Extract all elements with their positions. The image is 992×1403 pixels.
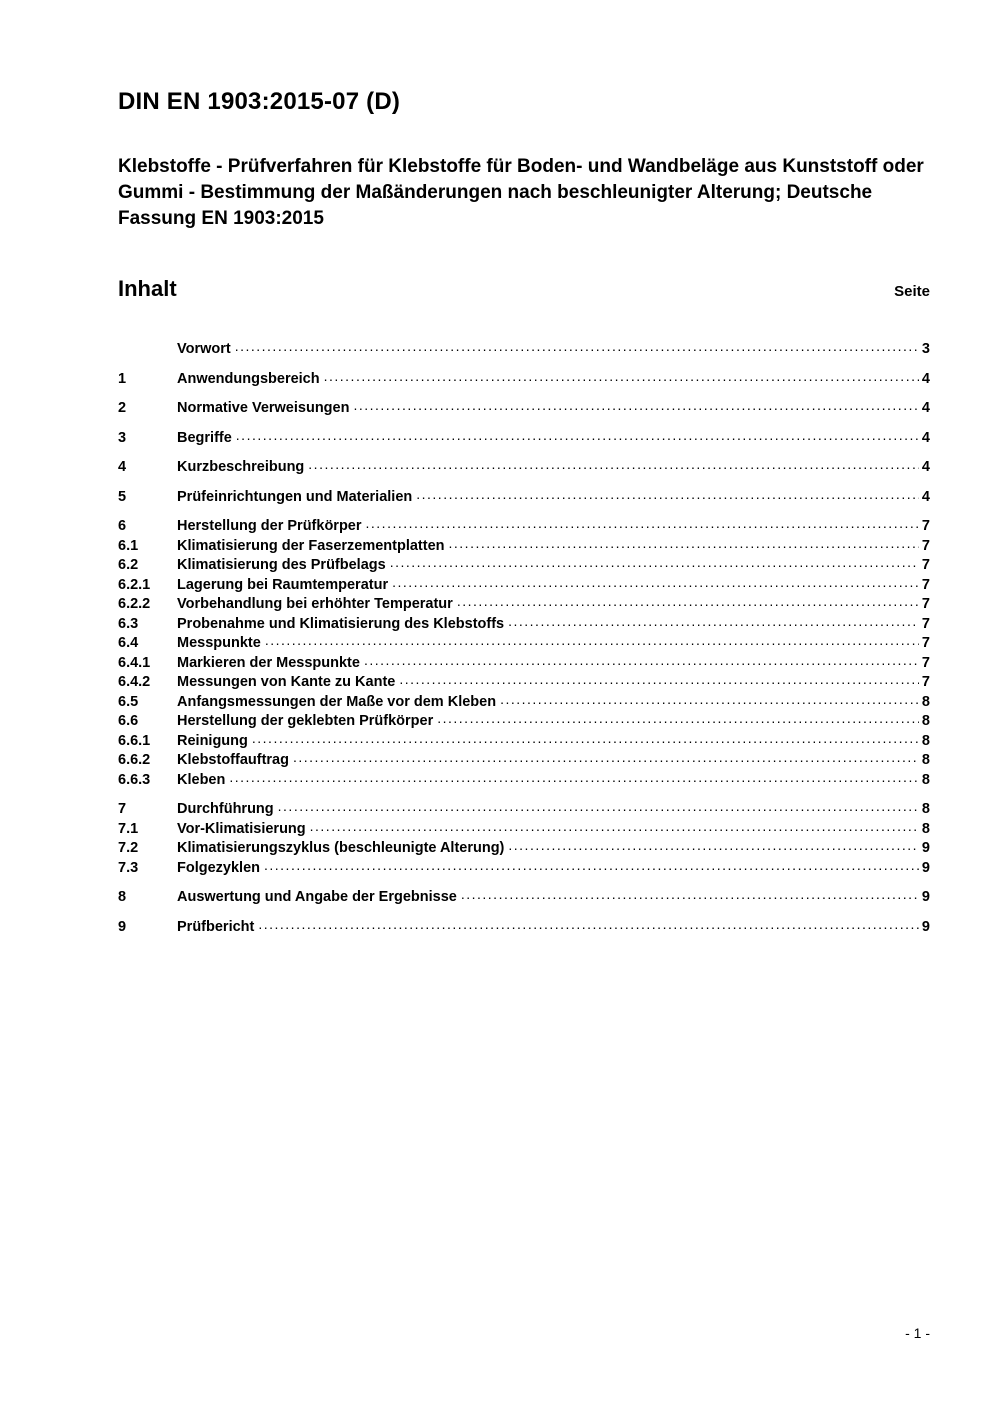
toc-dot-leader bbox=[416, 488, 919, 508]
toc-entry-label: Reinigung bbox=[177, 732, 248, 749]
toc-dot-leader bbox=[236, 429, 919, 449]
toc-entry-number: 8 bbox=[118, 889, 127, 905]
toc-row bbox=[118, 340, 930, 360]
toc-dot-leader bbox=[399, 673, 919, 693]
toc-row bbox=[118, 820, 930, 840]
toc-entry-number: 6.5 bbox=[118, 693, 139, 710]
toc-row bbox=[118, 751, 930, 771]
toc-entry-label: Lagerung bei Raumtemperatur bbox=[177, 576, 389, 593]
toc-entry-page: 8 bbox=[921, 771, 930, 788]
toc-entry-number: 6.2.2 bbox=[118, 596, 151, 612]
toc-entry-label: Auswertung und Angabe der Ergebnisse bbox=[177, 889, 457, 905]
toc-entry-number: 6.6.3 bbox=[118, 771, 151, 788]
toc-entry-page: 7 bbox=[921, 596, 930, 612]
toc-row bbox=[118, 800, 930, 820]
toc-entry-label: Kleben bbox=[177, 771, 226, 788]
document-number-heading: DIN EN 1903:2015-07 (D) bbox=[118, 88, 401, 115]
toc-row bbox=[118, 839, 930, 859]
toc-row bbox=[118, 634, 930, 654]
toc-entry-label: Prüfbericht bbox=[177, 918, 255, 935]
toc-dot-leader bbox=[252, 732, 919, 752]
toc-row bbox=[118, 888, 930, 908]
toc-entry-page: 7 bbox=[921, 557, 930, 573]
toc-row bbox=[118, 537, 930, 557]
toc-entry-label: Probenahme und Klimatisierung des Klebstoffs bbox=[177, 615, 505, 632]
toc-entry-label: Vor-Klimatisierung bbox=[177, 820, 306, 837]
toc-dot-leader bbox=[390, 556, 919, 576]
toc-row bbox=[118, 732, 930, 752]
toc-entry-number: 6 bbox=[118, 518, 127, 534]
toc-entry-page: 8 bbox=[921, 693, 930, 710]
toc-dot-leader bbox=[461, 888, 919, 908]
toc-entry-number: 7.3 bbox=[118, 859, 139, 876]
toc-entry-page: 4 bbox=[921, 370, 930, 387]
page-number-footer: - 1 - bbox=[905, 1325, 930, 1341]
toc-entry-number: 6.4.2 bbox=[118, 674, 151, 690]
toc-dot-leader bbox=[278, 800, 919, 820]
toc-entry-number: 1 bbox=[118, 370, 127, 387]
toc-entry-number: 6.3 bbox=[118, 615, 139, 632]
toc-dot-leader bbox=[308, 458, 919, 478]
toc-dot-leader bbox=[364, 654, 919, 674]
toc-row bbox=[118, 399, 930, 419]
toc-entry-page: 4 bbox=[921, 400, 930, 416]
toc-entry-number: 6.1 bbox=[118, 537, 139, 554]
toc-entry-page: 4 bbox=[921, 488, 930, 505]
toc-entry-number: 2 bbox=[118, 400, 127, 416]
toc-entry-page: 3 bbox=[921, 341, 930, 357]
toc-entry-page: 8 bbox=[921, 752, 930, 768]
toc-row bbox=[118, 488, 930, 508]
toc-row bbox=[118, 429, 930, 449]
toc-entry-number: 6.4.1 bbox=[118, 654, 151, 671]
toc-entry-label: Vorbehandlung bei erhöhter Temperatur bbox=[177, 596, 453, 612]
toc-entry-page: 8 bbox=[921, 820, 930, 837]
toc-entry-label: Durchführung bbox=[177, 801, 274, 817]
toc-entry-number: 6.2 bbox=[118, 557, 139, 573]
toc-entry-page: 4 bbox=[921, 459, 930, 475]
toc-row bbox=[118, 654, 930, 674]
toc-dot-leader bbox=[258, 918, 919, 938]
toc-entry-label: Herstellung der geklebten Prüfkörper bbox=[177, 713, 434, 729]
toc-row bbox=[118, 556, 930, 576]
toc-dot-leader bbox=[265, 634, 919, 654]
toc-entry-label: Herstellung der Prüfkörper bbox=[177, 518, 362, 534]
toc-entry-page: 9 bbox=[921, 889, 930, 905]
toc-entry-number: 7 bbox=[118, 801, 127, 817]
toc-dot-leader bbox=[229, 771, 919, 791]
toc-dot-leader bbox=[293, 751, 919, 771]
toc-dot-leader bbox=[366, 517, 919, 537]
toc-dot-leader bbox=[457, 595, 919, 615]
toc-entry-page: 4 bbox=[921, 429, 930, 446]
toc-entry-label: Klimatisierung des Prüfbelags bbox=[177, 557, 386, 573]
toc-entry-page: 8 bbox=[921, 801, 930, 817]
toc-entry-number: 7.1 bbox=[118, 820, 139, 837]
toc-dot-leader bbox=[449, 537, 919, 557]
toc-entry-number: 9 bbox=[118, 918, 127, 935]
toc-dot-leader bbox=[324, 370, 919, 390]
toc-entry-label: Messpunkte bbox=[177, 635, 261, 651]
toc-entry-number: 6.6.1 bbox=[118, 732, 151, 749]
toc-entry-number: 4 bbox=[118, 459, 127, 475]
toc-entry-page: 7 bbox=[921, 674, 930, 690]
toc-row bbox=[118, 918, 930, 938]
toc-entry-page: 9 bbox=[921, 859, 930, 876]
toc-dot-leader bbox=[500, 693, 919, 713]
toc-entry-label: Vorwort bbox=[177, 341, 231, 357]
toc-entry-page: 7 bbox=[921, 518, 930, 534]
toc-page-column-label: Seite bbox=[894, 283, 930, 300]
toc-row bbox=[118, 673, 930, 693]
toc-dot-leader bbox=[264, 859, 919, 879]
toc-row bbox=[118, 370, 930, 390]
toc-row bbox=[118, 615, 930, 635]
toc-entry-label: Messungen von Kante zu Kante bbox=[177, 674, 396, 690]
toc-header bbox=[118, 276, 930, 302]
toc-row bbox=[118, 517, 930, 537]
toc-entry-number: 6.6.2 bbox=[118, 752, 151, 768]
toc-entry-number: 7.2 bbox=[118, 840, 139, 856]
toc-entry-label: Begriffe bbox=[177, 429, 232, 446]
toc-entry-label: Markieren der Messpunkte bbox=[177, 654, 360, 671]
toc-entry-page: 7 bbox=[921, 576, 930, 593]
toc-entry-label: Klimatisierungszyklus (beschleunigte Alterung) bbox=[177, 840, 505, 856]
toc-entry-label: Anwendungsbereich bbox=[177, 370, 320, 387]
toc-entry-page: 7 bbox=[921, 654, 930, 671]
toc-row bbox=[118, 693, 930, 713]
toc-dot-leader bbox=[508, 615, 919, 635]
toc-dot-leader bbox=[353, 399, 918, 419]
toc-dot-leader bbox=[310, 820, 919, 840]
toc-row bbox=[118, 859, 930, 879]
toc-entry-number: 3 bbox=[118, 429, 127, 446]
toc-entry-page: 7 bbox=[921, 635, 930, 651]
toc-row bbox=[118, 595, 930, 615]
toc-entry-page: 7 bbox=[921, 537, 930, 554]
toc-entry-number: 5 bbox=[118, 488, 127, 505]
document-title: Klebstoffe - Prüfverfahren für Klebstoffe für Boden- und Wandbeläge aus Kunststoff oder Gummi - Bestimmung der Maßänderungen nach beschleunigter Alterung; Deutsche Fassung EN 1903:2015 bbox=[118, 156, 924, 229]
toc-list bbox=[118, 340, 930, 937]
toc-entry-label: Folgezyklen bbox=[177, 859, 260, 876]
toc-dot-leader bbox=[437, 712, 919, 732]
toc-row bbox=[118, 712, 930, 732]
toc-entry-page: 8 bbox=[921, 732, 930, 749]
toc-entry-label: Klimatisierung der Faserzementplatten bbox=[177, 537, 445, 554]
toc-entry-page: 8 bbox=[921, 713, 930, 729]
toc-heading: Inhalt bbox=[118, 276, 177, 301]
toc-entry-label: Kurzbeschreibung bbox=[177, 459, 305, 475]
toc-entry-label: Normative Verweisungen bbox=[177, 400, 350, 416]
toc-entry-number: 6.6 bbox=[118, 713, 139, 729]
toc-entry-label: Anfangsmessungen der Maße vor dem Kleben bbox=[177, 693, 497, 710]
toc-entry-number: 6.2.1 bbox=[118, 576, 151, 593]
toc-dot-leader bbox=[392, 576, 919, 596]
toc-entry-number: 6.4 bbox=[118, 635, 139, 651]
toc-dot-leader bbox=[235, 340, 919, 360]
toc-row bbox=[118, 771, 930, 791]
toc-entry-label: Prüfeinrichtungen und Materialien bbox=[177, 488, 413, 505]
toc-entry-page: 9 bbox=[921, 840, 930, 856]
toc-dot-leader bbox=[508, 839, 919, 859]
toc-row bbox=[118, 458, 930, 478]
toc-entry-page: 9 bbox=[921, 918, 930, 935]
toc-entry-page: 7 bbox=[921, 615, 930, 632]
toc-entry-label: Klebstoffauftrag bbox=[177, 752, 289, 768]
toc-row bbox=[118, 576, 930, 596]
